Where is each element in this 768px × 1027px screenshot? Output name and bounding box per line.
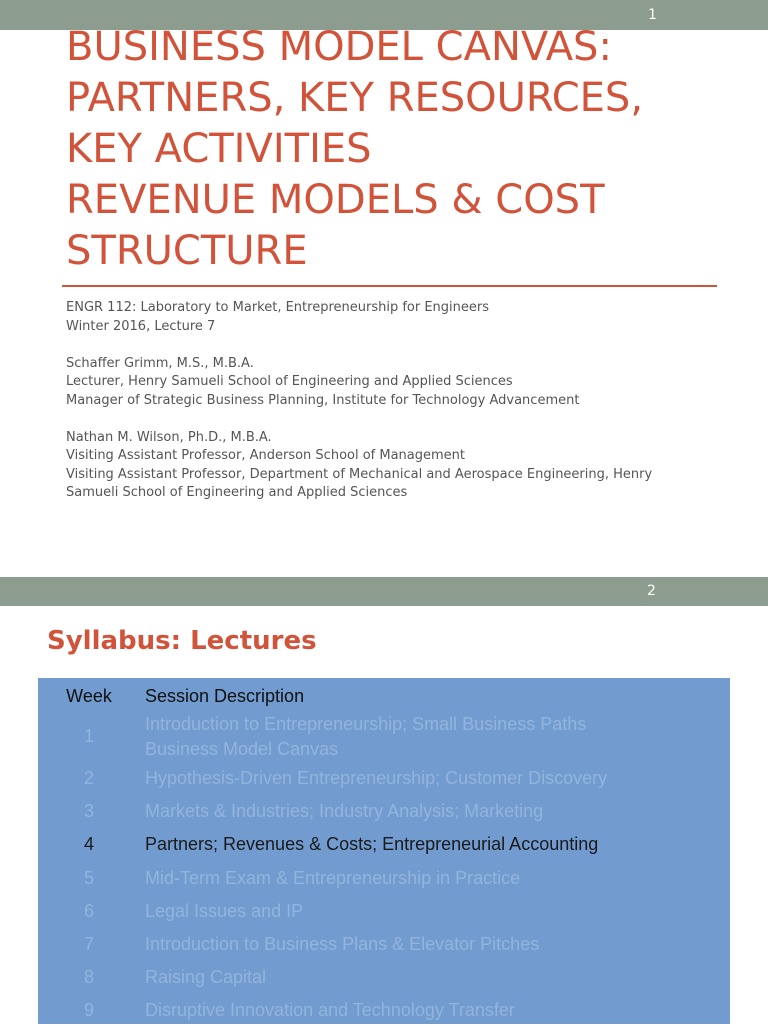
table-row: [38, 895, 730, 928]
table-row: [38, 711, 730, 762]
week-number: 9: [83, 1000, 94, 1020]
week-number: 3: [83, 801, 94, 821]
table-row: [38, 828, 730, 861]
table-row: [38, 994, 730, 1027]
week-number: 4: [83, 834, 94, 854]
title-line: STRUCTURE: [66, 228, 308, 274]
instructor-role: Visiting Assistant Professor, Department of Mechanical and Aerospace Engineering, Henry: [66, 466, 653, 482]
table-row: [38, 961, 730, 994]
title-divider: [62, 285, 717, 287]
table-row: [38, 762, 730, 795]
instructor-role: Manager of Strategic Business Planning, Institute for Technology Advancement: [66, 392, 580, 408]
title-line: REVENUE MODELS & COST: [66, 177, 605, 223]
instructor-role: Lecturer, Henry Samueli School of Engineering and Applied Sciences: [66, 374, 513, 389]
week-number: 1: [83, 726, 94, 746]
instructor-role: Samueli School of Engineering and Applied Sciences: [66, 485, 408, 500]
session-description: Partners; Revenues & Costs; Entrepreneurial Accounting: [145, 834, 599, 854]
title-line: PARTNERS, KEY RESOURCES,: [66, 75, 644, 121]
session-description: Hypothesis-Driven Entrepreneurship; Customer Discovery: [145, 768, 608, 788]
session-description: Legal Issues and IP: [145, 901, 304, 921]
slide-number: 1: [648, 7, 657, 23]
course-term: Winter 2016, Lecture 7: [66, 318, 216, 334]
description-header: Session Description: [145, 686, 305, 706]
table-header: [38, 684, 730, 709]
session-description: Business Model Canvas: [145, 738, 339, 759]
slide-subtitle: [66, 299, 746, 503]
title-line: KEY ACTIVITIES: [66, 126, 372, 172]
session-description: Raising Capital: [145, 967, 267, 987]
week-number: 8: [83, 967, 94, 987]
table-row: [38, 862, 730, 895]
session-description: Introduction to Business Plans & Elevator Pitches: [145, 934, 540, 954]
course-name: ENGR 112: Laboratory to Market, Entrepreneurship for Engineers: [66, 300, 490, 315]
table-row: [38, 795, 730, 828]
slide-title: [66, 22, 746, 277]
instructor-role: Visiting Assistant Professor, Anderson School of Management: [66, 448, 466, 463]
title-line: BUSINESS MODEL CANVAS:: [66, 24, 612, 70]
slide-title: Syllabus: Lectures: [47, 626, 317, 656]
week-number: 2: [83, 768, 94, 788]
slide-number: 2: [647, 583, 656, 599]
session-description: Disruptive Innovation and Technology Transfer: [145, 1000, 515, 1020]
instructor-name: Schaffer Grimm, M.S., M.B.A.: [66, 355, 254, 371]
slide-header-bar: [0, 577, 768, 606]
session-description: Mid-Term Exam & Entrepreneurship in Practice: [145, 868, 521, 888]
session-description: Markets & Industries; Industry Analysis; Marketing: [145, 801, 544, 821]
session-description: Introduction to Entrepreneurship; Small Business Paths: [145, 713, 587, 734]
table-row: [38, 928, 730, 961]
week-header: Week: [66, 686, 112, 706]
week-number: 7: [83, 934, 94, 954]
instructor-name: Nathan M. Wilson, Ph.D., M.B.A.: [66, 429, 272, 445]
week-number: 5: [83, 868, 94, 888]
syllabus-table: [38, 678, 730, 1024]
week-number: 6: [83, 901, 94, 921]
